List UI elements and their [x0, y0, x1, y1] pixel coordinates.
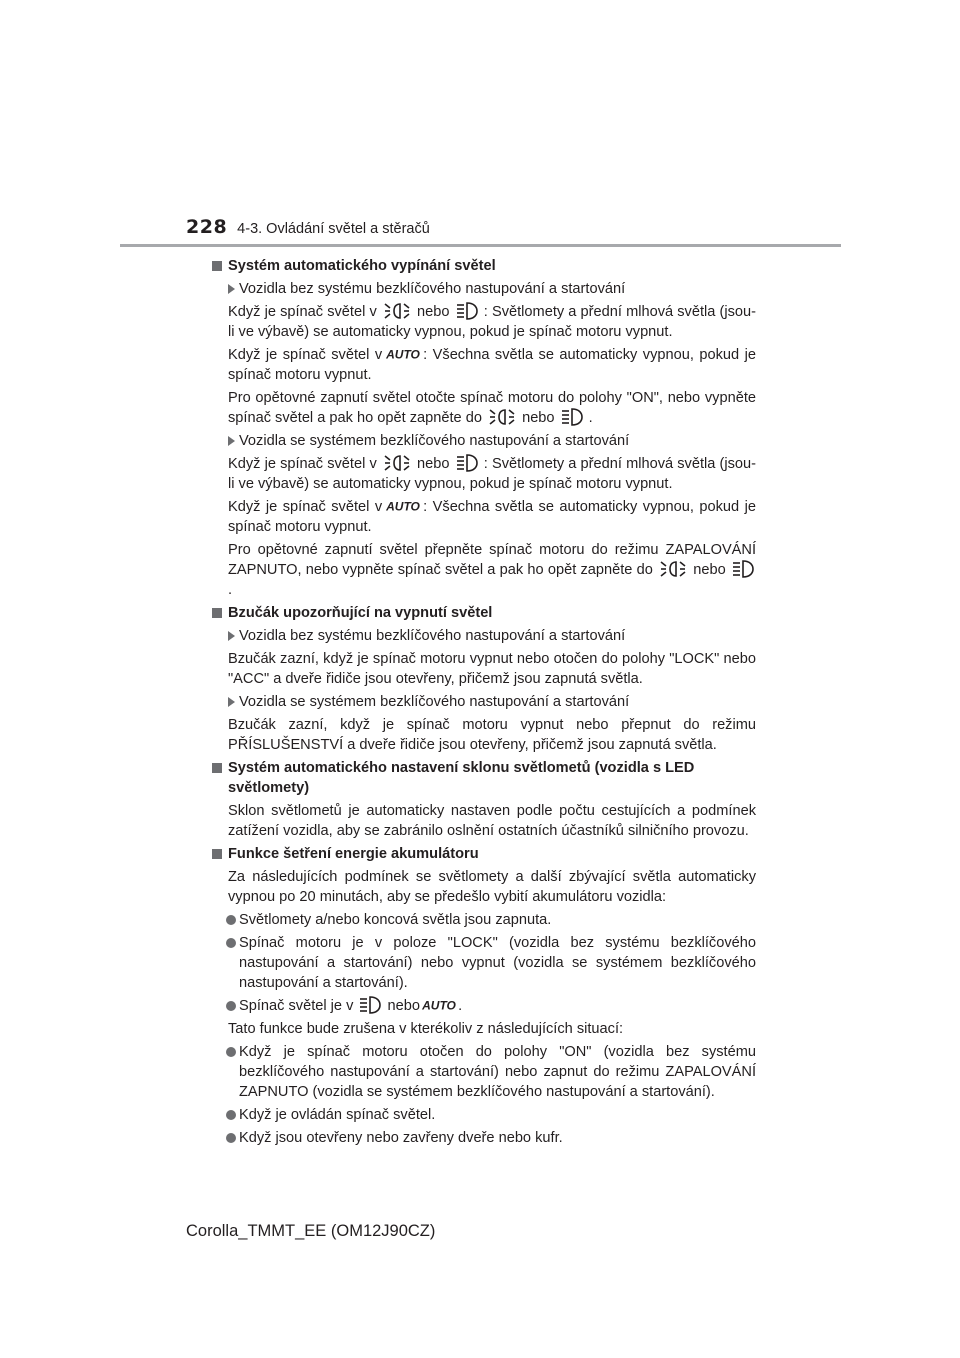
- svg-text:AUTO: AUTO: [385, 347, 420, 362]
- headlights-icon: [357, 995, 383, 1015]
- section-heading: Systém automatického nastavení sklonu světlometů (vozidla s LED světlomety): [211, 758, 756, 798]
- header-rule: [120, 244, 841, 247]
- square-bullet-icon: [212, 608, 222, 618]
- paragraph: [211, 302, 756, 342]
- subheading: Vozidla bez systému bezklíčového nastupování a startování: [211, 626, 756, 646]
- square-bullet-icon: [212, 261, 222, 271]
- text-span: Když je ovládán spínač světel.: [239, 1107, 436, 1123]
- subheading: Vozidla bez systému bezklíčového nastupování a startování: [211, 279, 756, 299]
- auto-icon: [424, 998, 454, 1012]
- section-heading: Bzučák upozorňující na vypnutí světel: [211, 603, 756, 623]
- text-span: nebo: [387, 998, 420, 1014]
- page-footer: Corolla_TMMT_EE (OM12J90CZ): [186, 1222, 436, 1240]
- text-span: Když je spínač světel v: [228, 347, 383, 363]
- round-bullet-icon: [226, 915, 236, 925]
- text-span: nebo: [693, 562, 726, 578]
- paragraph: Sklon světlometů je automaticky nastaven podle počtu cestujících a podmínek zatížení vozidla, aby se zabránilo oslnění ostatních účastníků silničního provozu.: [228, 803, 756, 839]
- text-span: Když jsou otevřeny nebo zavřeny dveře nebo kufr.: [239, 1130, 563, 1146]
- page-number: 228: [186, 216, 228, 238]
- subheading: Vozidla se systémem bezklíčového nastupování a startování: [211, 431, 756, 451]
- round-bullet-icon: [226, 1001, 236, 1011]
- text-span: .: [588, 410, 593, 426]
- round-bullet-icon: [226, 1110, 236, 1120]
- headlights-icon: [559, 407, 585, 427]
- text-span: : Všechna světla se automaticky vypnou, pokud je spínač motoru vypnut.: [228, 347, 756, 383]
- text-span: Když je spínač světel v: [228, 304, 377, 320]
- paragraph: [211, 540, 756, 600]
- list-item: [211, 1128, 756, 1148]
- text-span: : Všechna světla se automaticky vypnou, pokud je spínač motoru vypnut.: [228, 499, 756, 535]
- paragraph: Tato funkce bude zrušena v kterékoliv z následujících situací:: [228, 1021, 624, 1037]
- text-span: Když je spínač světel v: [228, 499, 383, 515]
- paragraph: Bzučák zazní, když je spínač motoru vypnut nebo otočen do polohy "LOCK" nebo "ACC" a dveře řidiče jsou otevřeny, přičemž jsou zapnutá světla.: [228, 651, 756, 687]
- list-item: [211, 996, 756, 1016]
- text-span: Světlomety a/nebo koncová světla jsou zapnuta.: [239, 912, 552, 928]
- text-span: Když je spínač motoru otočen do polohy "ON" (vozidla bez systému bezklíčového nastupování a startování) nebo zapnut do režimu ZAPALOVÁNÍ ZAPNUTO (vozidla se systémem bezklíčového nastupování a startování).: [239, 1044, 756, 1100]
- list-item: [211, 910, 756, 930]
- paragraph: [211, 454, 756, 494]
- text-span: Spínač světel je v: [239, 998, 354, 1014]
- subheading: Vozidla se systémem bezklíčového nastupování a startování: [211, 692, 756, 712]
- svg-text:AUTO: AUTO: [422, 998, 456, 1013]
- section-title: 4-3. Ovládání světel a stěračů: [237, 221, 430, 237]
- page-header: [186, 216, 430, 238]
- section-heading: Funkce šetření energie akumulátoru: [211, 844, 756, 864]
- round-bullet-icon: [226, 1133, 236, 1143]
- headlights-icon: [454, 301, 480, 321]
- text-span: Pro opětovné zapnutí světel otočte spínač motoru do polohy "ON", nebo vypněte spínač světel a pak ho opět zapněte do: [228, 390, 756, 426]
- auto-icon: [385, 347, 420, 362]
- list-item: [211, 1105, 756, 1125]
- small-lights-icon: [486, 407, 518, 427]
- text-span: .: [458, 998, 463, 1014]
- small-lights-icon: [657, 559, 689, 579]
- text-span: : Světlomety a přední mlhová světla (jsou-li ve výbavě) se automaticky vypnou, pokud je spínač motoru vypnut.: [228, 304, 756, 340]
- text-span: nebo: [522, 410, 555, 426]
- text-span: nebo: [417, 304, 450, 320]
- square-bullet-icon: [212, 849, 222, 859]
- text-span: Pro opětovné zapnutí světel přepněte spínač motoru do režimu ZAPALOVÁNÍ ZAPNUTO, nebo vypněte spínač světel a pak ho opět zapněte do: [228, 542, 756, 578]
- headlights-icon: [454, 453, 480, 473]
- round-bullet-icon: [226, 1047, 236, 1057]
- small-lights-icon: [381, 301, 413, 321]
- paragraph: Bzučák zazní, když je spínač motoru vypnut nebo přepnut do režimu PŘÍSLUŠENSTVÍ a dveře řidiče jsou otevřeny, přičemž jsou zapnutá světla.: [228, 717, 756, 753]
- text-span: Spínač motoru je v poloze "LOCK" (vozidla bez systému bezklíčového nastupování a startování) nebo vypnut (vozidla se systémem bezklíčového nastupování a startování).: [239, 935, 756, 991]
- section-heading: Systém automatického vypínání světel: [211, 256, 756, 276]
- triangle-bullet-icon: [228, 436, 235, 446]
- text-span: .: [228, 582, 233, 598]
- text-span: Když je spínač světel v: [228, 456, 377, 472]
- paragraph: [211, 388, 756, 428]
- square-bullet-icon: [212, 763, 222, 773]
- triangle-bullet-icon: [228, 697, 235, 707]
- text-span: nebo: [417, 456, 450, 472]
- paragraph: [211, 345, 756, 385]
- triangle-bullet-icon: [228, 631, 235, 641]
- list-item: [211, 1042, 756, 1102]
- round-bullet-icon: [226, 938, 236, 948]
- page-content: [211, 253, 756, 1148]
- paragraph: [211, 497, 756, 537]
- small-lights-icon: [381, 453, 413, 473]
- triangle-bullet-icon: [228, 284, 235, 294]
- svg-text:AUTO: AUTO: [385, 499, 420, 514]
- paragraph: Za následujících podmínek se světlomety a další zbývající světla automaticky vypnou po 20 minutách, aby se předešlo vybití akumulátoru vozidla:: [228, 869, 756, 905]
- list-item: [211, 933, 756, 993]
- headlights-icon: [730, 559, 756, 579]
- auto-icon: [385, 499, 420, 514]
- text-span: : Světlomety a přední mlhová světla (jsou-li ve výbavě) se automaticky vypnou, pokud je spínač motoru vypnut.: [228, 456, 756, 492]
